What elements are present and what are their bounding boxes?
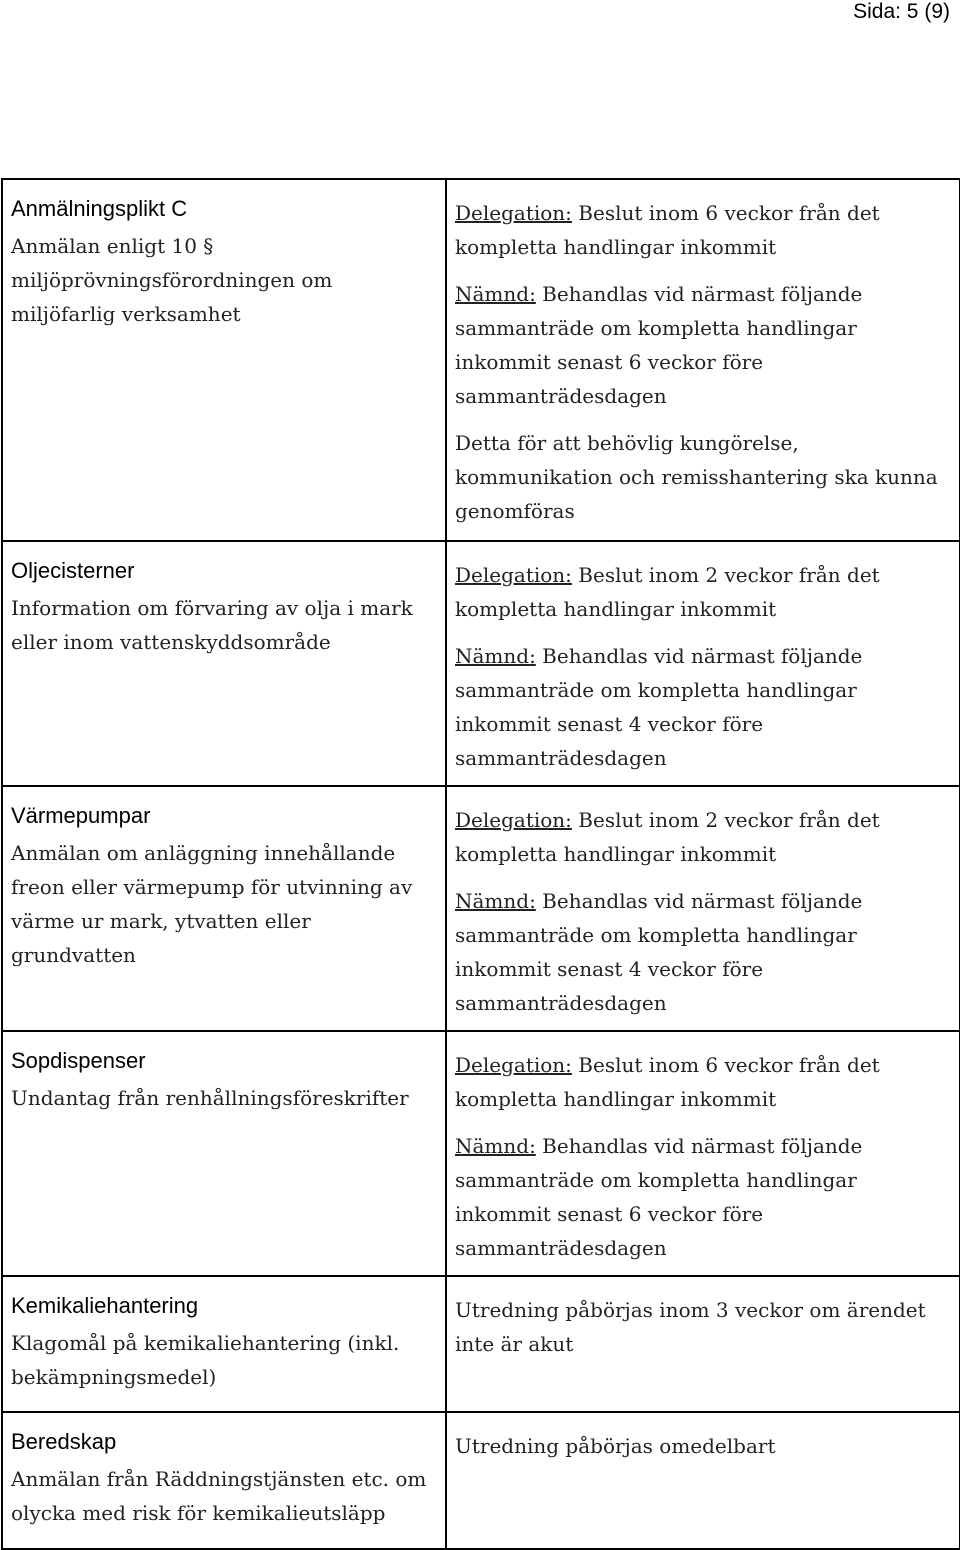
matter-heading: Oljecisterner [11, 558, 135, 583]
rule-cell [446, 1412, 960, 1549]
delegation-rule [455, 558, 951, 626]
board-rule [455, 639, 951, 775]
matter-cell [2, 1412, 446, 1549]
rule-cell [446, 541, 960, 786]
board-label: Nämnd: [455, 282, 536, 306]
table-row [2, 1276, 960, 1412]
matter-description: Undantag från renhållningsföreskrifter [11, 1086, 409, 1110]
matter-heading: Värmepumpar [11, 803, 151, 828]
table-row [2, 1031, 960, 1276]
delegation-text: Beslut inom 6 veckor från det kompletta handlingar inkommit [455, 201, 880, 259]
rule-cell [446, 179, 960, 541]
board-text: Behandlas vid närmast följande sammanträde om kompletta handlingar inkommit senast 4 veckor före sammanträdesdagen [455, 644, 863, 770]
table-row [2, 786, 960, 1031]
delegation-rule [455, 1048, 951, 1116]
board-label: Nämnd: [455, 1134, 536, 1158]
investigation-rule: Utredning påbörjas inom 3 veckor om ärendet inte är akut [455, 1298, 926, 1356]
investigation-rule: Utredning påbörjas omedelbart [455, 1434, 776, 1458]
rule-cell [446, 786, 960, 1031]
matter-cell [2, 1276, 446, 1412]
board-label: Nämnd: [455, 889, 536, 913]
rule-cell [446, 1276, 960, 1412]
board-rule [455, 1129, 951, 1265]
rule-note: Detta för att behövlig kungörelse, kommunikation och remisshantering ska kunna genomföras [455, 431, 938, 523]
matter-cell [2, 541, 446, 786]
board-text: Behandlas vid närmast följande sammanträde om kompletta handlingar inkommit senast 6 veckor före sammanträdesdagen [455, 1134, 863, 1260]
table-row [2, 541, 960, 786]
delegation-label: Delegation: [455, 1053, 572, 1077]
delegation-label: Delegation: [455, 563, 572, 587]
rule-cell [446, 1031, 960, 1276]
matter-heading: Sopdispenser [11, 1048, 146, 1073]
matter-cell [2, 179, 446, 541]
table-row [2, 179, 960, 541]
page-number: Sida: 5 (9) [853, 0, 950, 23]
board-text: Behandlas vid närmast följande sammanträde om kompletta handlingar inkommit senast 6 veckor före sammanträdesdagen [455, 282, 863, 408]
board-rule [455, 277, 951, 413]
delegation-text: Beslut inom 2 veckor från det kompletta handlingar inkommit [455, 808, 880, 866]
delegation-rule [455, 803, 951, 871]
matter-heading: Kemikaliehantering [11, 1293, 199, 1318]
board-label: Nämnd: [455, 644, 536, 668]
matter-cell [2, 1031, 446, 1276]
delegation-table [1, 178, 960, 1550]
delegation-text: Beslut inom 2 veckor från det kompletta handlingar inkommit [455, 563, 880, 621]
matter-description: Anmälan från Räddningstjänsten etc. om olycka med risk för kemikalieutsläpp [11, 1467, 427, 1525]
matter-description: Anmälan om anläggning innehållande freon eller värmepump för utvinning av värme ur mark, ytvatten eller grundvatten [11, 841, 413, 967]
delegation-text: Beslut inom 6 veckor från det kompletta handlingar inkommit [455, 1053, 880, 1111]
delegation-label: Delegation: [455, 201, 572, 225]
matter-heading: Beredskap [11, 1429, 117, 1454]
board-text: Behandlas vid närmast följande sammanträde om kompletta handlingar inkommit senast 4 veckor före sammanträdesdagen [455, 889, 863, 1015]
matter-description: Information om förvaring av olja i mark eller inom vattenskyddsområde [11, 596, 413, 654]
table-row [2, 1412, 960, 1549]
matter-description: Anmälan enligt 10 § miljöprövningsförordningen om miljöfarlig verksamhet [11, 234, 333, 326]
board-rule [455, 884, 951, 1020]
delegation-rule [455, 196, 951, 264]
matter-description: Klagomål på kemikaliehantering (inkl. bekämpningsmedel) [11, 1331, 400, 1389]
delegation-label: Delegation: [455, 808, 572, 832]
matter-heading: Anmälningsplikt C [11, 196, 188, 221]
matter-cell [2, 786, 446, 1031]
